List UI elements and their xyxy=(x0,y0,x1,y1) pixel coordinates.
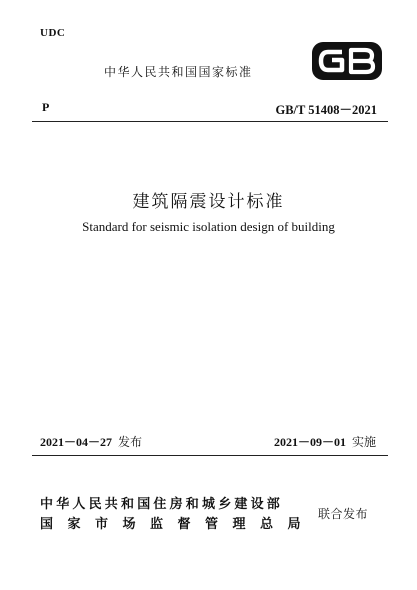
top-divider xyxy=(32,121,388,122)
implementation-date-value: 2021－09－01 xyxy=(273,435,346,449)
publisher-administration: 国家市场监督管理总局 xyxy=(40,517,316,532)
joint-publish-label: 联合发布 xyxy=(318,507,369,521)
issue-date xyxy=(40,433,142,450)
udc-label: UDC xyxy=(40,27,66,39)
standard-code: GB/T 51408－2021 xyxy=(275,103,377,117)
implementation-date xyxy=(274,433,376,450)
implementation-label: 实施 xyxy=(351,435,376,449)
publisher-ministry: 中华人民共和国住房和城乡建设部 xyxy=(40,497,284,512)
title-english: Standard for seismic isolation design of building xyxy=(82,219,335,234)
bottom-divider xyxy=(32,455,388,456)
national-standard-label: 中华人民共和国国家标准 xyxy=(104,65,253,79)
issue-label: 发布 xyxy=(118,435,143,449)
title-chinese: 建筑隔震设计标准 xyxy=(132,192,285,212)
issue-date-value: 2021－04－27 xyxy=(40,435,113,449)
classification-code: P xyxy=(42,100,50,114)
gb-logo-icon xyxy=(311,41,383,81)
